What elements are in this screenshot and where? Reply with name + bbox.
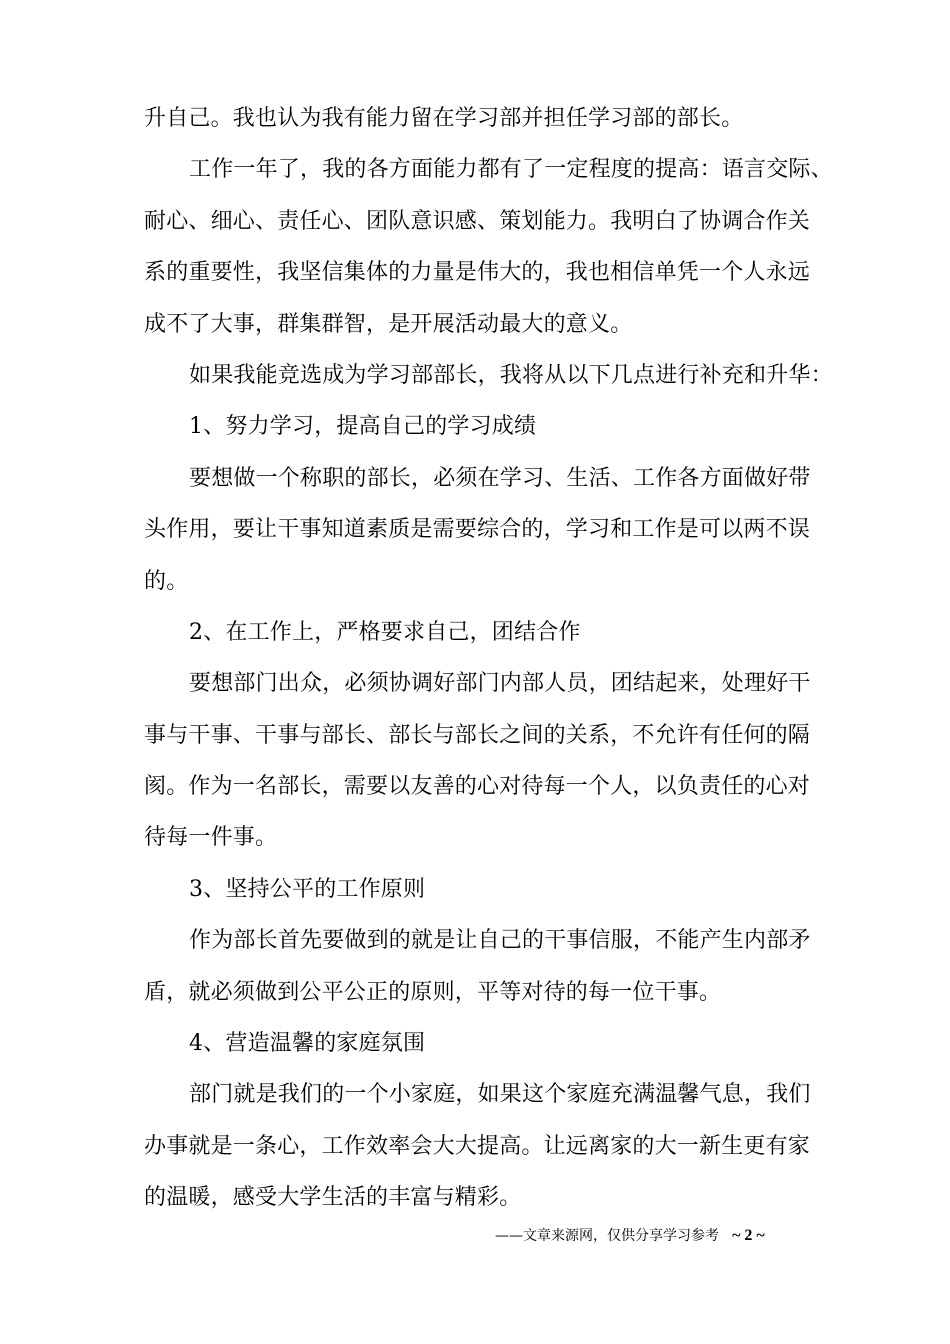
- section-heading: 2、在工作上，严格要求自己，团结合作: [189, 619, 581, 645]
- text-line: 如果我能竞选成为学习部部长，我将从以下几点进行补充和升华：: [189, 362, 833, 388]
- text-line: 工作一年了，我的各方面能力都有了一定程度的提高：语言交际、: [189, 157, 833, 183]
- text-line: 待每一件事。: [144, 825, 278, 851]
- text-line: 升自己。我也认为我有能力留在学习部并担任学习部的部长。: [144, 106, 744, 131]
- section-heading: 4、营造温馨的家庭氛围: [189, 1031, 426, 1057]
- text-line: 的。: [144, 568, 189, 594]
- text-line: 阂。作为一名部长，需要以友善的心对待每一个人，以负责任的心对: [144, 774, 811, 800]
- text-line: 盾，就必须做到公平公正的原则，平等对待的每一位干事。: [144, 979, 722, 1005]
- text-line: 作为部长首先要做到的就是让自己的干事信服，不能产生内部矛: [189, 928, 811, 954]
- text-line: 部门就是我们的一个小家庭，如果这个家庭充满温馨气息，我们: [189, 1082, 811, 1108]
- text-line: 的温暖，感受大学生活的丰富与精彩。: [144, 1185, 522, 1211]
- footer-source-note: ——文章来源网，仅供分享学习参考: [495, 1228, 719, 1244]
- document-body: [144, 93, 833, 1224]
- page-number: ~ 2 ~: [732, 1227, 765, 1244]
- text-line: 要想做一个称职的部长，必须在学习、生活、工作各方面做好带: [189, 465, 811, 491]
- text-line: 事与干事、干事与部长、部长与部长之间的关系，不允许有任何的隔: [144, 722, 811, 748]
- text-line: 成不了大事，群集群智，是开展活动最大的意义。: [144, 311, 633, 337]
- text-line: 耐心、细心、责任心、团队意识感、策划能力。我明白了协调合作关: [144, 208, 811, 234]
- text-line: 办事就是一条心，工作效率会大大提高。让远离家的大一新生更有家: [144, 1133, 811, 1159]
- text-line: 系的重要性，我坚信集体的力量是伟大的，我也相信单凭一个人永远: [144, 260, 811, 286]
- text-line: 头作用，要让干事知道素质是需要综合的，学习和工作是可以两不误: [144, 517, 811, 543]
- section-heading: 3、坚持公平的工作原则: [189, 876, 426, 902]
- page-footer: [495, 1220, 765, 1250]
- text-line: 要想部门出众，必须协调好部门内部人员，团结起来，处理好干: [189, 671, 811, 697]
- section-heading: 1、努力学习，提高自己的学习成绩: [189, 414, 537, 440]
